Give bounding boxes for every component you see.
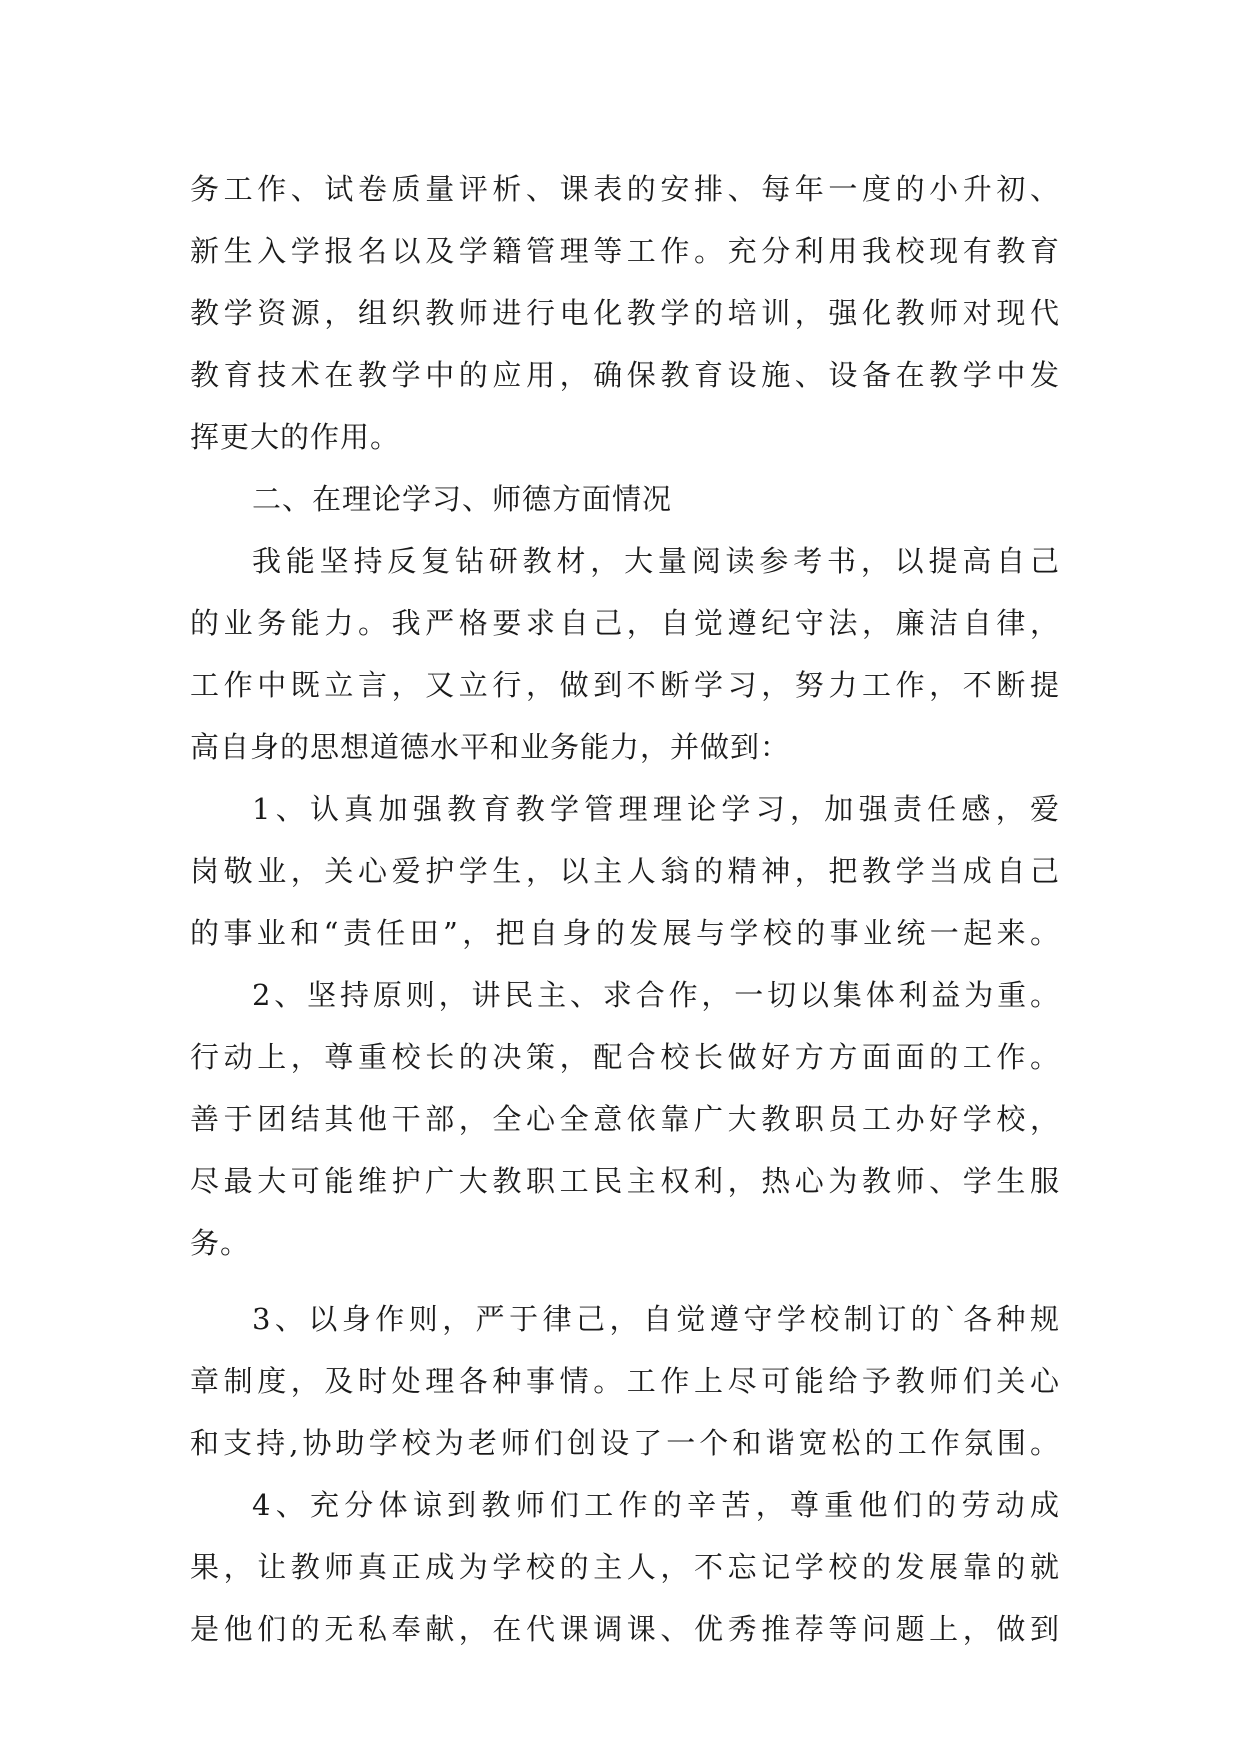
text-line: 新生入学报名以及学籍管理等工作。充分利用我校现有教育 (190, 234, 1060, 268)
document-body (190, 158, 1060, 1660)
text-line: 务。 (190, 1226, 251, 1260)
text-line: 的事业和“责任田”，把自身的发展与学校的事业统一起来。 (190, 916, 1060, 950)
section-heading: 二、在理论学习、师德方面情况 (252, 482, 673, 516)
paragraph-gap (190, 1274, 1060, 1288)
list-item-line: 1、认真加强教育教学管理理论学习，加强责任感，爱 (252, 792, 1060, 826)
text-line: 章制度，及时处理各种事情。工作上尽可能给予教师们关心 (190, 1364, 1060, 1398)
text-line: 是他们的无私奉献，在代课调课、优秀推荐等问题上，做到 (190, 1612, 1060, 1646)
list-item-line: 2、坚持原则，讲民主、求合作，一切以集体利益为重。 (252, 978, 1060, 1012)
text-line: 教学资源，组织教师进行电化教学的培训，强化教师对现代 (190, 296, 1060, 330)
text-line: 工作中既立言，又立行，做到不断学习，努力工作，不断提 (190, 668, 1060, 702)
text-line: 岗敬业，关心爱护学生，以主人翁的精神，把教学当成自己 (190, 854, 1060, 888)
text-line: 我能坚持反复钻研教材，大量阅读参考书，以提高自己 (252, 544, 1060, 578)
text-line: 善于团结其他干部，全心全意依靠广大教职员工办好学校， (190, 1102, 1060, 1136)
text-line: 果，让教师真正成为学校的主人，不忘记学校的发展靠的就 (190, 1550, 1060, 1584)
text-line: 的业务能力。我严格要求自己，自觉遵纪守法，廉洁自律， (190, 606, 1060, 640)
text-line: 务工作、试卷质量评析、课表的安排、每年一度的小升初、 (190, 172, 1060, 206)
text-line: 挥更大的作用。 (190, 420, 401, 454)
text-line: 和支持,协助学校为老师们创设了一个和谐宽松的工作氛围。 (190, 1426, 1060, 1460)
text-line: 教育技术在教学中的应用，确保教育设施、设备在教学中发 (190, 358, 1060, 392)
list-item-line: 3、以身作则，严于律己，自觉遵守学校制订的`各种规 (252, 1302, 1060, 1336)
text-line: 高自身的思想道德水平和业务能力，并做到： (190, 730, 791, 764)
text-line: 行动上，尊重校长的决策，配合校长做好方方面面的工作。 (190, 1040, 1060, 1074)
text-line: 尽最大可能维护广大教职工民主权利，热心为教师、学生服 (190, 1164, 1060, 1198)
list-item-line: 4、充分体谅到教师们工作的辛苦，尊重他们的劳动成 (252, 1488, 1060, 1522)
